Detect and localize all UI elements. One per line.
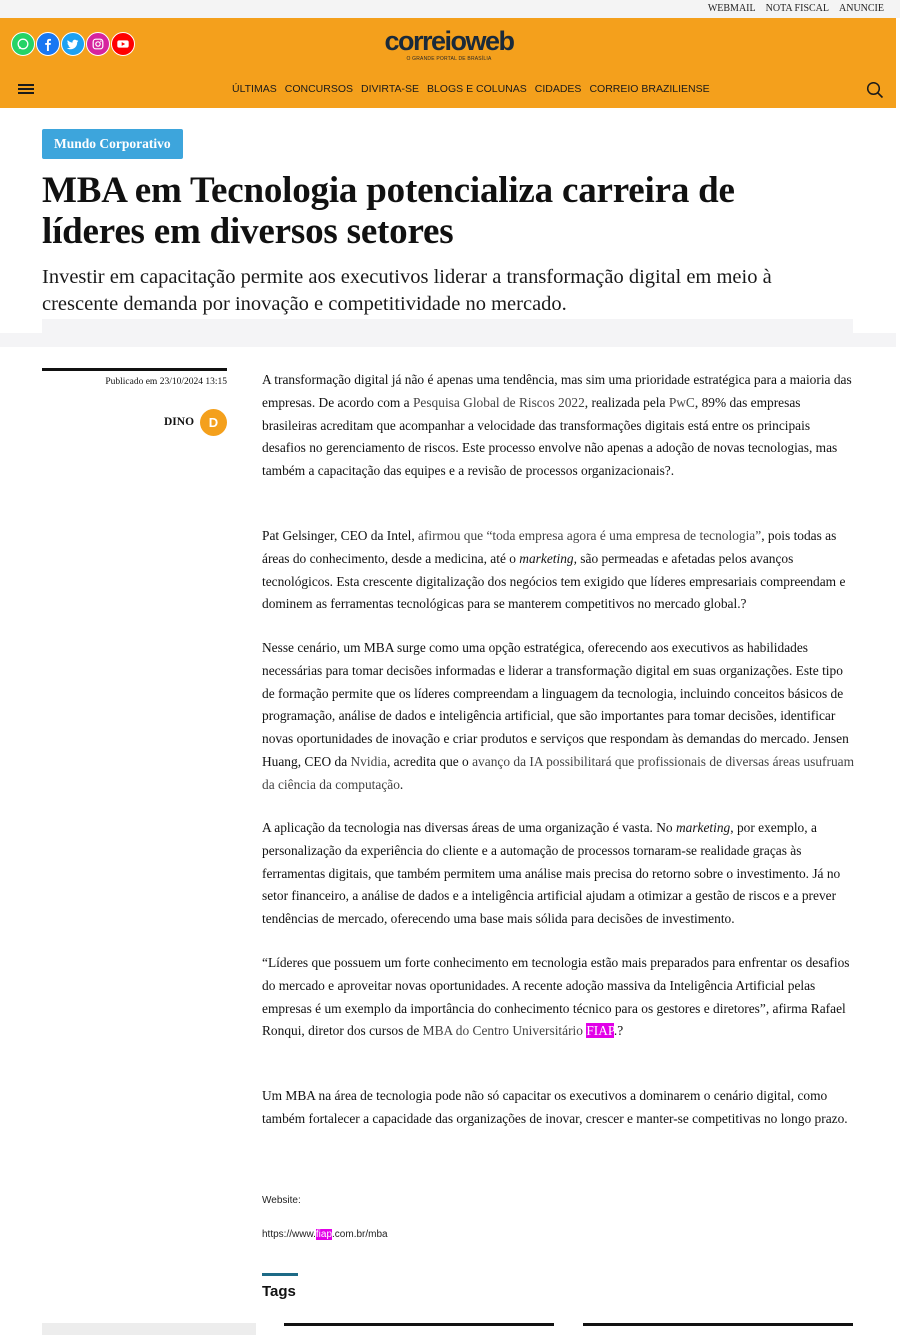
nav-item-cidades[interactable]: CIDADES <box>534 83 582 95</box>
nav-item-ultimas[interactable]: ÚLTIMAS <box>232 83 277 95</box>
paragraph-2: Pat Gelsinger, CEO da Intel, afirmou que “toda empresa agora é uma empresa de tecnologia”, pois todas as áreas do conhecimento, desde a medicina, até o marketing, são permeadas e afetadas pelos avanços tecnológicos. Esta crescente digitalização dos negócios tem exigido que líderes empresariais compreendam e dominem as ferramentas tecnológicas para se manterem competitivos no mercado global.? <box>262 528 846 612</box>
tags-rule <box>262 1273 298 1276</box>
nvidia-link[interactable]: Nvidia <box>350 753 387 769</box>
fiap-url-highlight[interactable]: fiap <box>315 1229 333 1240</box>
logo-wordmark: correioweb <box>384 26 514 56</box>
paragraph-4: A aplicação da tecnologia nas diversas áreas de uma organização é vasta. No marketing, por exemplo, a personalização da experiência do cliente e a automação de processos tornaram-se realidade graças às ferramentas digitais, que também permitem uma análise mais precisa do retorno sobre o investimento. Já no setor financeiro, a análise de dados e a inteligência artificial ajudam a otimizar a gestão de riscos e a prever tendências de mercado, oferecendo uma base mais sólida para decisões de investimento. <box>262 820 841 927</box>
logo-tagline: O GRANDE PORTAL DE BRASÍLIA <box>406 56 492 62</box>
instagram-icon[interactable] <box>86 32 110 56</box>
utility-bar <box>0 0 900 18</box>
paragraph-3: Nesse cenário, um MBA surge como uma opção estratégica, oferecendo aos executivos as habilidades necessárias para tomar decisões informadas e liderar a transformação digital em suas organizações. Este tipo de formação permite que os líderes compreendam a linguagem da tecnologia, incluindo conceitos básicos de programação, análise de dados e inteligência artificial, que são importantes para tomar decisões, identificar novas oportunidades de inovação e criar produtos e serviços que respondam às demandas do mercado. Jensen Huang, CEO da Nvidia, acredita que o avanço da IA possibilitará que profissionais de diversas áreas usufruam da ciência da computação. <box>262 640 855 792</box>
search-icon[interactable] <box>866 81 884 99</box>
whatsapp-icon[interactable] <box>11 32 35 56</box>
subtitle-band <box>42 319 853 333</box>
intel-quote-link[interactable]: afirmou que “toda empresa agora é uma empresa de tecnologia” <box>418 528 762 543</box>
youtube-icon[interactable] <box>111 32 135 56</box>
hamburger-menu-icon[interactable] <box>18 84 34 96</box>
related-card-rule-2 <box>583 1323 853 1326</box>
ia-article-link[interactable]: avanço da IA possibilitará que profissionais de diversas áreas usufruam da ciência da computação <box>262 753 855 792</box>
publish-date: Publicado em 23/10/2024 13:15 <box>105 377 227 387</box>
author-avatar[interactable]: D <box>200 409 227 436</box>
website-url[interactable]: https://www.fiap.com.br/mba <box>262 1229 388 1240</box>
pwc-survey-link[interactable]: Pesquisa Global de Riscos 2022 <box>412 394 585 410</box>
nota-fiscal-link[interactable]: NOTA FISCAL <box>765 3 829 14</box>
nav-item-blogs-e-colunas[interactable]: BLOGS E COLUNAS <box>426 83 527 95</box>
author-name[interactable]: DINO <box>164 416 195 428</box>
webmail-link[interactable]: WEBMAIL <box>707 3 756 14</box>
nav-item-concursos[interactable]: CONCURSOS <box>284 83 353 95</box>
paragraph-1: A transformação digital já não é apenas uma tendência, mas sim uma prioridade estratégica para a maioria das empresas. De acordo com a Pesquisa Global de Riscos 2022, realizada pela PwC, 89% das empresas brasileiras acreditam que acompanhar a velocidade das transformações digitais está entre os principais desafios no gerenciamento de riscos. Este processo envolve não apenas a adoção de novas tecnologias, mas também a capacitação das equipes e a revisão de processos organizacionais?. <box>262 372 852 479</box>
article-subtitle: Investir em capacitação permite aos executivos liderar a transformação digital em meio à crescente demanda por inovação e competitividade no mercado. <box>42 266 772 315</box>
related-card-rule-1 <box>284 1323 554 1326</box>
paragraph-6: Um MBA na área de tecnologia pode não só capacitar os executivos a dominarem o cenário digital, como também fortalecer a capacidade das organizações de inovar, crescer e manter-se competitivas no longo prazo. <box>262 1088 848 1126</box>
tags-heading: Tags <box>262 1283 296 1300</box>
twitter-icon[interactable] <box>61 32 85 56</box>
anuncie-link[interactable]: ANUNCIE <box>839 3 884 14</box>
facebook-icon[interactable] <box>36 32 60 56</box>
fiap-highlight[interactable]: FIAP <box>586 1023 614 1039</box>
main-nav-row <box>0 72 900 108</box>
paragraph-5: “Líderes que possuem um forte conhecimento em tecnologia estão mais preparados para enfrentar os desafios do mercado e aproveitar novas oportunidades. A recente adoção massiva da Inteligência Artificial pelas empresas é um exemplo da importância do conhecimento técnico para os gestores e diretores”, afirma Rafael Ronqui, diretor dos cursos de MBA do Centro Universitário FIAP.? <box>262 955 850 1039</box>
footer-sidebar-block <box>42 1323 256 1335</box>
pwc-link[interactable]: PwC <box>668 394 695 410</box>
mba-fiap-link[interactable]: MBA do Centro Universitário <box>422 1023 587 1039</box>
header-edge <box>896 18 900 72</box>
site-header <box>0 18 896 108</box>
header-divider <box>0 333 896 347</box>
nav-item-correio-braziliense[interactable]: CORREIO BRAZILIENSE <box>589 83 710 95</box>
nav-item-divirta-se[interactable]: DIVIRTA-SE <box>361 83 419 95</box>
site-logo[interactable] <box>371 26 527 62</box>
byline-rule <box>42 368 227 371</box>
category-badge[interactable]: Mundo Corporativo <box>42 129 183 159</box>
social-links <box>11 32 135 56</box>
utility-links <box>708 3 884 14</box>
main-nav <box>232 83 710 95</box>
website-label: Website: <box>262 1195 301 1206</box>
article-title: MBA em Tecnologia potencializa carreira de líderes em diversos setores <box>42 170 735 252</box>
